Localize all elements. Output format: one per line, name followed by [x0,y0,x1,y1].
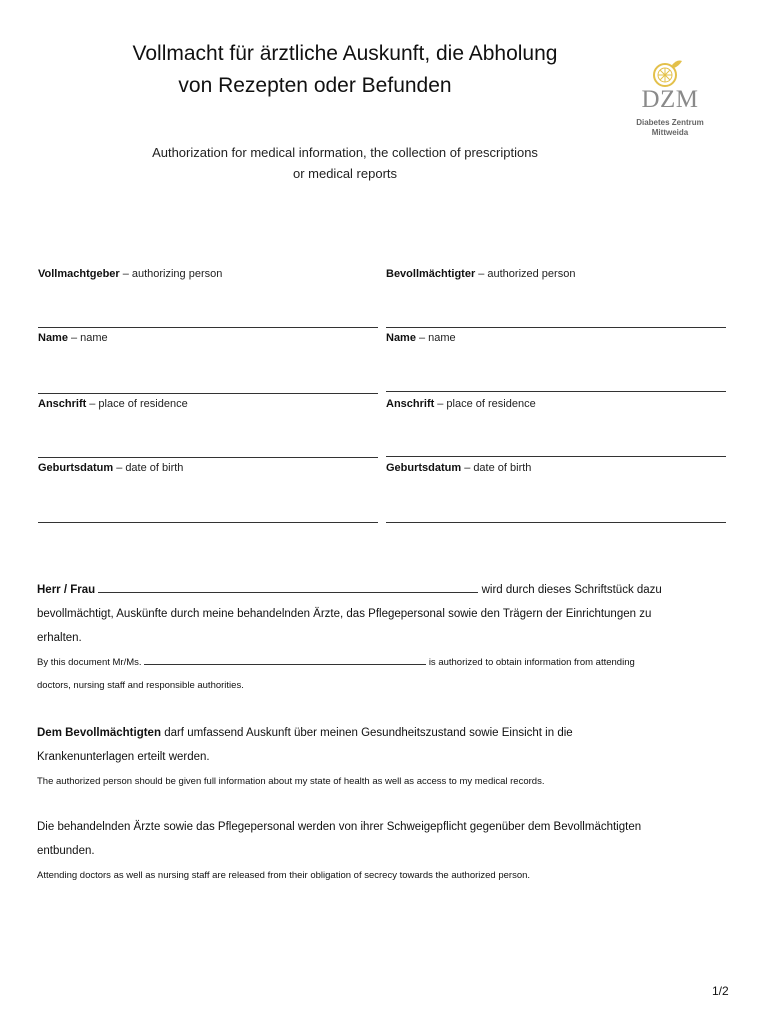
authorizing-residence-line[interactable] [38,393,378,394]
lemon-slice-icon [650,56,684,90]
authorized-residence-line[interactable] [386,391,726,392]
authorizing-person-heading-de: Vollmachtgeber [38,268,120,280]
authorized-birthdate-line[interactable] [386,456,726,457]
paragraph-2-de-line-1: Dem Bevollmächtigten darf umfassend Auskunft über meinen Gesundheitszustand sowie Einsicht in die [37,727,573,739]
dzm-logo [620,56,720,146]
authorized-residence-label: Anschrift – place of residence [386,398,536,410]
page-number: 1/2 [712,984,729,998]
authorizing-residence-label: Anschrift – place of residence [38,398,188,410]
paragraph-3-de-line-2: entbunden. [37,845,95,857]
authorized-person-heading-de: Bevollmächtigter [386,268,476,280]
subtitle-line-2: or medical reports [292,166,398,181]
authorizing-person-heading-en: authorizing person [131,268,223,280]
logo-org-line-1: Diabetes Zentrum [636,118,704,127]
paragraph-2-de [37,721,737,769]
authorizing-name-label: Name – name [38,332,108,344]
paragraph-1-de [37,578,737,650]
paragraph-1-de-line-1: Herr / Frau wird durch dieses Schriftstück dazu [37,578,737,602]
logo-abbreviation: DZM [641,86,699,113]
title-line-1: Vollmacht für ärztliche Auskunft, die Abholung [132,42,558,65]
authorizing-birthdate-line[interactable] [38,457,378,458]
logo-organization [620,118,720,138]
paragraph-3-de [37,815,737,863]
paragraph-2-de-line-2: Krankenunterlagen erteilt werden. [37,751,210,763]
paragraph-1-en-line-1: By this document Mr/Ms. is authorized to obtain information from attending [37,651,737,674]
authorized-signature-line[interactable] [386,522,726,523]
paragraph-1-en-line-2: doctors, nursing staff and responsible authorities. [37,680,244,691]
paragraph-2-en: The authorized person should be given full information about my state of health as well as access to my medical records. [37,776,545,787]
authorized-person-heading: Bevollmächtigter – authorized person [386,268,576,280]
document-subtitle [0,142,690,184]
authorized-name-line[interactable] [386,327,726,328]
authorizing-signature-line[interactable] [38,522,378,523]
authorizing-birthdate-label: Geburtsdatum – date of birth [38,462,184,474]
authorizing-name-line[interactable] [38,327,378,328]
authorized-person-heading-en: authorized person [487,268,576,280]
paragraph-3-de-line-1: Die behandelnden Ärzte sowie das Pflegepersonal werden von ihrer Schweigepflicht gegenüber dem Bevollmächtigten [37,821,642,833]
paragraph-1-de-line-3: erhalten. [37,632,82,644]
title-line-2: von Rezepten oder Befunden [178,74,452,97]
paragraph-1-de-line-2: bevollmächtigt, Auskünfte durch meine behandelnden Ärzte, das Pflegepersonal sowie den Trägern der Einrichtungen zu [37,608,652,620]
authorizing-person-heading: Vollmachtgeber – authorizing person [38,268,223,280]
subtitle-line-1: Authorization for medical information, the collection of prescriptions [152,145,538,160]
document-title [0,38,690,102]
paragraph-3-en: Attending doctors as well as nursing staff are released from their obligation of secrecy towards the authorized person. [37,870,531,881]
logo-org-line-2: Mittweida [651,128,689,137]
mr-ms-name-field[interactable] [98,580,478,593]
paragraph-1-en [37,651,737,697]
authorized-birthdate-label: Geburtsdatum – date of birth [386,462,532,474]
mr-ms-name-field-en[interactable] [144,654,426,665]
authorized-name-label: Name – name [386,332,456,344]
